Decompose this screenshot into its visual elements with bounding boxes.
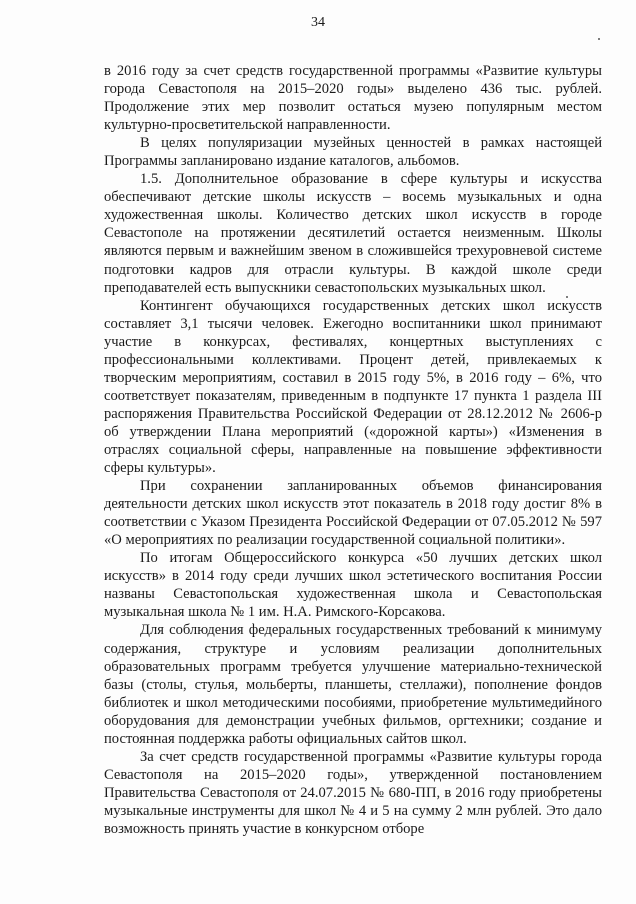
scan-speck xyxy=(598,38,600,40)
paragraph-section-1-5: 1.5. Дополнительное образование в сфере культуры и искусства обеспечивают детские школы искусств – восемь музыкальных и одна художественная школы. Количество детских школ искусств в городе Севастополе на протяжении десятилетий остается неизменным. Школы являются первым и важнейшим звеном в сложившейся трехуровневой системе подготовки кадров для отрасли культуры. В каждой школе среди преподавателей есть выпускники севастопольских музыкальных школ. xyxy=(104,171,602,296)
paragraph-federal-requirements: Для соблюдения федеральных государственных требований к минимуму содержания, структуре и условиям реализации дополнительных образовательных программ требуется улучшение материально-технической базы (столы, стулья, мольберты, планшеты, стеллажи), пополнение фондов библиотек и школ методическими пособиями, приобретение мультимедийного оборудования для демонстрации учебных фильмов, оргтехники; создание и постоянная поддержка работы официальных сайтов школ. xyxy=(104,622,602,747)
paragraph-financing: При сохранении запланированных объемов финансирования деятельности детских школ искусств этот показатель в 2018 году достиг 8% в соответствии с Указом Президента Российской Федерации от 07.05.2012 № 597 «О мероприятиях по реализации государственной социальной политики». xyxy=(104,478,602,549)
page-number: 34 xyxy=(311,15,325,30)
paragraph-student-contingent: Контингент обучающихся государственных детских школ искусств составляет 3,1 тысячи человек. Ежегодно воспитанники школ принимают участие в конкурсах, фестивалях, концертных выступлениях с профессиональными коллективами. Процент детей, привлекаемых к творческим мероприятиям, составил в 2015 году 5%, в 2016 году – 6%, что соответствует показателям, приведенным в подпункте 17 пункта 1 раздела III распоряжения Правительства Российской Федерации от 28.12.2012 № 2606-р об утверждении Плана мероприятий («дорожной карты») «Изменения в отраслях социальной сферы, направленные на повышение эффективности сферы культуры». xyxy=(104,297,602,477)
paragraph-instrument-purchase: За счет средств государственной программы «Развитие культуры города Севастополя на 2015–2020 годы», утвержденной постановлением Правительства Севастополя от 24.07.2015 № 680-ПП, в 2016 году приобретены музыкальные инструменты для школ № 4 и 5 на сумму 2 млн рублей. Это дало возможность принять участие в конкурсном отборе xyxy=(104,748,602,837)
paragraph-museum-catalogs: В целях популяризации музейных ценностей в рамках настоящей Программы запланировано издание каталогов, альбомов. xyxy=(104,135,602,170)
paragraph-continuation: в 2016 году за счет средств государственной программы «Развитие культуры города Севастополя на 2015–2020 годы» выделено 436 тыс. рублей. Продолжение этих мер позволит остаться музею популярным местом культурно-просветительской направленности. xyxy=(104,63,602,134)
document-body xyxy=(104,62,602,838)
paragraph-contest-results: По итогам Общероссийского конкурса «50 лучших детских школ искусств» в 2014 году среди лучших школ эстетического воспитания России названы Севастопольская художественная школа и Севастопольская музыкальная школа № 1 им. Н.А. Римского-Корсакова. xyxy=(104,550,602,621)
